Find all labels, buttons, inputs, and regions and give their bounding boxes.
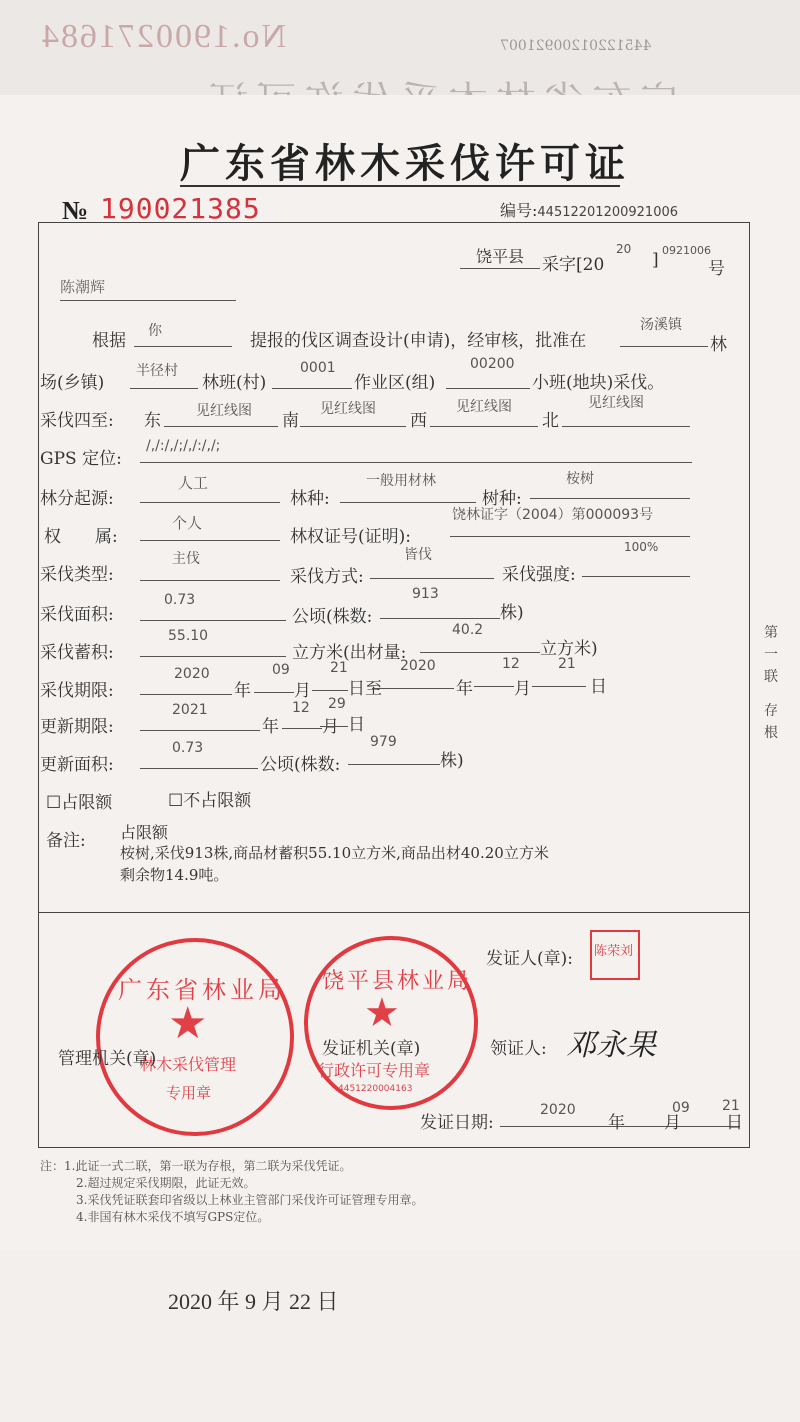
issuer-seal-text: 陈荣刘 <box>594 944 634 959</box>
side-copy-label: 第一联 <box>764 625 778 685</box>
cut-method-value: 皆伐 <box>404 547 432 563</box>
renew-year: 2021 <box>172 702 208 718</box>
linban-label: 林班(村) <box>202 373 267 393</box>
code-value: 44512201200921006 <box>537 205 679 220</box>
handwritten-date: 2020 年 9 月 22 日 <box>168 1289 339 1314</box>
receiver-signature: 邓永果 <box>566 1028 656 1063</box>
ri2: 日 <box>590 677 607 697</box>
renew-month: 12 <box>292 700 310 716</box>
cubic-output-label: 立方米(出材量: <box>292 643 407 663</box>
renew-area-line <box>140 768 258 769</box>
area-label: 采伐面积: <box>40 605 114 625</box>
zuoye-line <box>446 388 530 389</box>
county-seal-line1: 行政许可专用章 <box>318 1061 431 1080</box>
cai-zi: 采字[20 <box>542 255 605 275</box>
doc-number: 0921006 <box>662 244 711 257</box>
period-month1-line <box>254 692 294 693</box>
period-year1-line <box>140 694 232 695</box>
output-line <box>420 652 540 653</box>
period-day2: 21 <box>558 656 576 672</box>
period-month2: 12 <box>502 656 520 672</box>
lin: 林 <box>710 335 727 355</box>
forest-type-label: 林种: <box>290 489 330 509</box>
cert-label: 林权证号(证明): <box>290 527 411 547</box>
remark-line-3: 剩余物14.9吨。 <box>120 866 229 884</box>
approval-text: 提报的伐区调查设计(申请)，经审核，批准在 <box>250 331 587 351</box>
zhu2: 株) <box>440 751 464 771</box>
zuoye-value: 00200 <box>470 356 515 372</box>
issue-month: 09 <box>672 1100 690 1116</box>
east-label: 东 <box>144 411 161 431</box>
mirrored-serial: No.1900271684 <box>40 18 287 55</box>
mgmt-org-label: 管理机关(章) <box>58 1049 157 1069</box>
area-line <box>140 620 286 621</box>
hao: 号 <box>708 259 725 279</box>
yue2: 月 <box>514 679 531 699</box>
intensity-line <box>582 576 690 577</box>
west-label: 西 <box>410 411 427 431</box>
renew-area-value: 0.73 <box>172 740 204 756</box>
period-label: 采伐期限: <box>40 681 114 701</box>
side-stub-label: 存根 <box>764 703 778 741</box>
north-value: 见红线图 <box>588 395 644 411</box>
species-value: 桉树 <box>566 471 594 487</box>
footnote-4: 4.非国有林木采伐不填写GPS定位。 <box>76 1210 270 1224</box>
origin-label: 林分起源: <box>40 489 114 509</box>
signature-divider <box>38 912 750 913</box>
code-row <box>500 198 678 221</box>
hectare-trees2-label: 公顷(株数: <box>260 755 341 775</box>
volume-line <box>140 656 286 657</box>
period-day1: 21 <box>330 660 348 676</box>
county-line <box>460 268 540 269</box>
trees-value: 913 <box>412 586 439 602</box>
west-value: 见红线图 <box>456 399 512 415</box>
issuer-person-label: 发证人(章): <box>486 949 573 969</box>
trees-line <box>380 618 500 619</box>
yue1: 月 <box>294 681 311 701</box>
cubic-close: 立方米) <box>540 639 598 659</box>
title-underline <box>180 185 620 187</box>
ri3: 日 <box>348 715 365 735</box>
south-label: 南 <box>282 411 299 431</box>
provincial-seal-line1: 林木采伐管理 <box>140 1055 237 1074</box>
chang-label: 场(乡镇) <box>40 373 105 393</box>
remark-line-2: 桉树,采伐913株,商品材蓄积55.10立方米,商品出材40.20立方米 <box>120 844 549 862</box>
county: 饶平县 <box>476 247 525 266</box>
renew-area-label: 更新面积: <box>40 755 114 775</box>
period-month2-line <box>474 686 514 687</box>
south-line <box>300 426 406 427</box>
volume-value: 55.10 <box>168 628 209 644</box>
bracket-close: ] <box>652 250 659 270</box>
renew-day-line <box>320 726 348 727</box>
county-seal-code: 4451220004163 <box>338 1084 413 1094</box>
south-value: 见红线图 <box>320 401 376 417</box>
boundary-label: 采伐四至: <box>40 411 114 431</box>
document-title: 广东省林木采伐许可证 <box>180 141 630 187</box>
period-day1-line <box>312 690 348 691</box>
ownership-label: 权 属: <box>44 527 118 547</box>
period-year2-line <box>372 688 454 689</box>
village: 半径村 <box>136 363 178 379</box>
issue-yue: 月 <box>664 1113 681 1133</box>
linban-value: 0001 <box>300 360 336 376</box>
period-day2-line <box>532 686 586 687</box>
county-seal-name: 饶平县林业局 <box>322 969 473 994</box>
remark-label: 备注: <box>46 831 86 851</box>
output-value: 40.2 <box>452 622 484 638</box>
provincial-seal-line2: 专用章 <box>166 1084 212 1102</box>
renew-day: 29 <box>328 696 346 712</box>
ni-line <box>134 346 232 347</box>
zhu-close: 株) <box>500 603 524 623</box>
footnote-1: 注：1.此证一式二联，第一联为存根，第二联为采伐凭证。 <box>40 1159 352 1173</box>
forest-type-line <box>340 502 476 503</box>
cut-type-value: 主伐 <box>172 551 200 567</box>
area-value: 0.73 <box>164 592 196 608</box>
cert-line <box>450 536 690 537</box>
period-year2: 2020 <box>400 658 436 674</box>
issue-ri: 日 <box>726 1113 743 1133</box>
renew-year-line <box>140 730 260 731</box>
applicant-name: 陈潮辉 <box>60 278 106 296</box>
cert-value: 饶林证字（2004）第000093号 <box>452 507 654 523</box>
species-line <box>530 498 690 499</box>
origin-line <box>140 502 280 503</box>
north-line <box>562 426 690 427</box>
county-seal-star: ★ <box>364 990 400 1036</box>
cut-method-label: 采伐方式: <box>290 567 364 587</box>
town-line <box>620 346 708 347</box>
mirrored-code: 44512201200921007 <box>500 38 652 54</box>
period-month1: 09 <box>272 662 290 678</box>
gps-label: GPS 定位: <box>40 449 122 469</box>
nian3: 年 <box>262 717 279 737</box>
applicant-line <box>60 300 236 301</box>
town: 汤溪镇 <box>640 317 682 333</box>
forest-type-value: 一般用材林 <box>366 473 436 489</box>
renew-period-label: 更新期限: <box>40 717 114 737</box>
issue-org-label: 发证机关(章) <box>322 1039 421 1059</box>
renew-trees-value: 979 <box>370 734 397 750</box>
nian1: 年 <box>234 681 251 701</box>
east-value: 见红线图 <box>196 403 252 419</box>
quota-yes-checkbox[interactable]: ☐占限额 <box>46 793 113 813</box>
quota-no-checkbox[interactable]: ☐不占限额 <box>168 791 252 811</box>
volume-label: 采伐蓄积: <box>40 643 114 663</box>
footnote-3: 3.采伐凭证联套印省级以上林业主管部门采伐许可证管理专用章。 <box>76 1193 424 1207</box>
west-line <box>430 426 538 427</box>
origin-value: 人工 <box>178 474 209 492</box>
village-line <box>130 388 198 389</box>
hectare-trees-label: 公顷(株数: <box>292 607 373 627</box>
genju: 根据 <box>92 331 126 351</box>
issue-day: 21 <box>722 1098 740 1114</box>
cut-method-line <box>370 578 494 579</box>
gps-line <box>140 462 692 463</box>
code-label: 编号: <box>500 201 538 220</box>
ri-zhi: 日至 <box>348 679 382 699</box>
cut-type-line <box>140 580 280 581</box>
intensity-label: 采伐强度: <box>502 565 576 585</box>
footnotes <box>40 1158 423 1226</box>
provincial-seal-star: ★ <box>168 998 208 1049</box>
zuoye-label: 作业区(组) <box>354 373 436 393</box>
lower-sheet <box>0 1250 800 1422</box>
issue-date-label: 发证日期: <box>420 1113 494 1133</box>
serial-number: 190021385 <box>100 192 261 225</box>
serial-label: № <box>62 196 89 225</box>
yue3: 月 <box>322 717 339 737</box>
year-small: 20 <box>616 242 632 256</box>
ownership-value: 个人 <box>172 514 203 532</box>
xiaoban-label: 小班(地块)采伐。 <box>532 373 665 393</box>
renew-trees-line <box>348 764 440 765</box>
receiver-label: 领证人: <box>490 1039 547 1059</box>
nian2: 年 <box>456 679 473 699</box>
footnote-2: 2.超过规定采伐期限，此证无效。 <box>76 1176 256 1190</box>
period-year1: 2020 <box>174 666 210 682</box>
ni: 你 <box>148 323 162 339</box>
gps-value: /,/:/,/;/,/:/,/; <box>146 438 221 454</box>
issue-year: 2020 <box>540 1102 576 1118</box>
intensity-value: 100% <box>624 540 659 554</box>
east-line <box>164 426 278 427</box>
remark-line-1: 占限额 <box>120 823 169 842</box>
ownership-line <box>140 540 280 541</box>
north-label: 北 <box>542 411 559 431</box>
issue-nian: 年 <box>608 1113 625 1133</box>
provincial-seal-name: 广东省林业局 <box>118 976 286 1004</box>
cut-type-label: 采伐类型: <box>40 565 114 585</box>
linban-line <box>272 388 352 389</box>
renew-month-line <box>282 728 322 729</box>
species-label: 树种: <box>482 489 522 509</box>
